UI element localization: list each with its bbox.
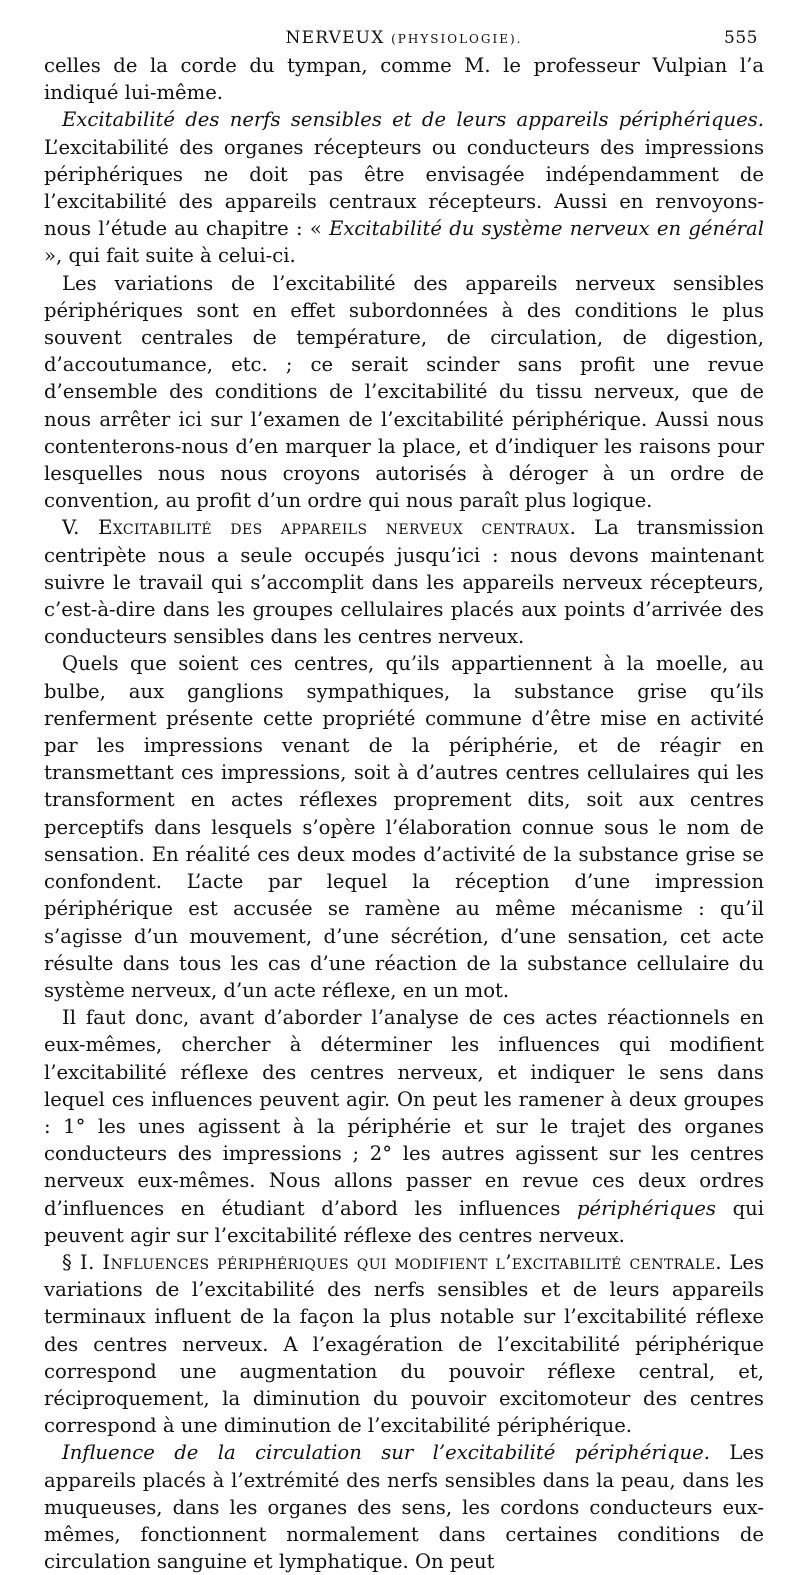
paragraph-text: Les appareils placés à l’extrémité des nerfs sensibles dans la peau, dans les muqueuses, dans les organes des sens, les cordons conducteurs eux-mêmes, fonctionnent normalement dans certaines conditions de circulation sanguine et lymphatique. On peut — [44, 1441, 764, 1574]
running-title-sub: (PHYSIOLOGIE). — [391, 32, 523, 46]
body-text — [44, 52, 764, 1575]
paragraph-2 — [44, 106, 764, 269]
paragraph-text-tail: », qui fait suite à celui-ci. — [44, 244, 296, 268]
paragraph-text: celles de la corde du tympan, comme M. le professeur Vulpian l’a indiqué lui-même. — [44, 54, 764, 105]
paragraph-text: Les variations de l’excitabilité des nerfs sensibles et de leurs appareils terminaux influent de la façon la plus notable sur l’excitabilité réflexe des centres nerveux. A l’exagération de l’excitabilité périphérique correspond une augmentation du pouvoir réflexe central, et, réciproquement, la diminution du pouvoir excitomoteur des centres correspond à une diminution de l’excitabilité périphérique. — [44, 1250, 764, 1438]
paragraph-5 — [44, 650, 764, 1004]
section-heading-italic: Influence de la circulation sur l’excitabilité périphérique. — [62, 1441, 710, 1465]
running-title-main: NERVEUX — [285, 28, 385, 48]
paragraph-4 — [44, 514, 764, 650]
paragraph-text-tail: qui peuvent agir sur l’excitabilité réflexe des centres nerveux. — [44, 1196, 764, 1247]
paragraph-7 — [44, 1249, 764, 1439]
paragraph-text: Les variations de l’excitabilité des appareils nerveux sensibles périphériques sont en effet subordonnées à des conditions le plus souvent centrales de température, de circulation, de digestion, d’accoutumance, etc. ; ce serait scinder sans profit une revue d’ensemble des conditions de l’excitabilité du tissu nerveux, que de nous arrêter ici sur l’examen de l’excitabilité périphérique. Aussi nous contenterons-nous d’en marquer la place, et d’indiquer les raisons pour lesquelles nous nous croyons autorisés à déroger à un ordre de convention, au profit d’un ordre qui nous paraît plus logique. — [44, 271, 764, 513]
paragraph-8 — [44, 1439, 764, 1575]
section-heading-smallcaps: V. Excitabilité des appareils nerveux centraux. — [62, 516, 577, 540]
running-title — [44, 28, 764, 48]
running-head — [44, 26, 764, 52]
paragraph-6 — [44, 1004, 764, 1249]
paragraph-text: Quels que soient ces centres, qu’ils appartiennent à la moelle, au bulbe, aux ganglions sympathiques, la substance grise qu’ils renferment présente cette propriété commune d’être mise en activité par les impressions venant de la périphérie, et de réagir en transmettant ces impressions, soit à d’autres centres cellulaires qui les transforment en actes réflexes proprement dits, soit aux centres perceptifs dans lesquels s’opère l’élaboration connue sous le nom de sensation. En réalité ces deux modes d’activité de la substance grise se confondent. L’acte par lequel la réception d’une impression périphérique est accusée se ramène au même mécanisme : qu’il s’agisse d’un mouvement, d’une sécrétion, d’une sensation, cet acte résulte dans tous les cas d’une réaction de la substance cellulaire du système nerveux, d’un acte réflexe, en un mot. — [44, 652, 764, 1002]
section-heading-smallcaps: § I. Influences périphériques qui modifient l’excitabilité centrale. — [62, 1250, 722, 1274]
emphasized-text: périphériques — [577, 1196, 716, 1220]
paragraph-text: L’excitabilité des organes récepteurs ou conducteurs des impressions périphériques ne doit pas être envisagée indépendamment de l’excitabilité des appareils centraux récepteurs. Aussi en renvoyons-nous l’étude au chapitre : « — [44, 135, 764, 241]
emphasized-text: Excitabilité du système nerveux en général — [329, 217, 764, 241]
section-heading-italic: Excitabilité des nerfs sensibles et de leurs appareils périphériques. — [62, 108, 764, 132]
page-number: 555 — [724, 28, 758, 48]
paragraph-text: Il faut donc, avant d’aborder l’analyse de ces actes réactionnels en eux-mêmes, chercher à déterminer les influences qui modifient l’excitabilité réflexe des centres nerveux, et indiquer le sens dans lequel ces influences peuvent agir. On peut les ramener à deux groupes : 1° les unes agissent à la périphérie et sur le trajet des organes conducteurs des impressions ; 2° les autres agissent sur les centres nerveux eux-mêmes. Nous allons passer en revue ces deux ordres d’influences en étudiant d’abord les influences — [44, 1006, 764, 1220]
paragraph-1 — [44, 52, 764, 106]
paragraph-text: La transmission centripète nous a seule occupés jusqu’ici : nous devons maintenant suivre le travail qui s’accomplit dans les appareils nerveux récepteurs, c’est-à-dire dans les groupes cellulaires placés aux points d’arrivée des conducteurs sensibles dans les centres nerveux. — [44, 516, 764, 649]
paragraph-3 — [44, 270, 764, 515]
